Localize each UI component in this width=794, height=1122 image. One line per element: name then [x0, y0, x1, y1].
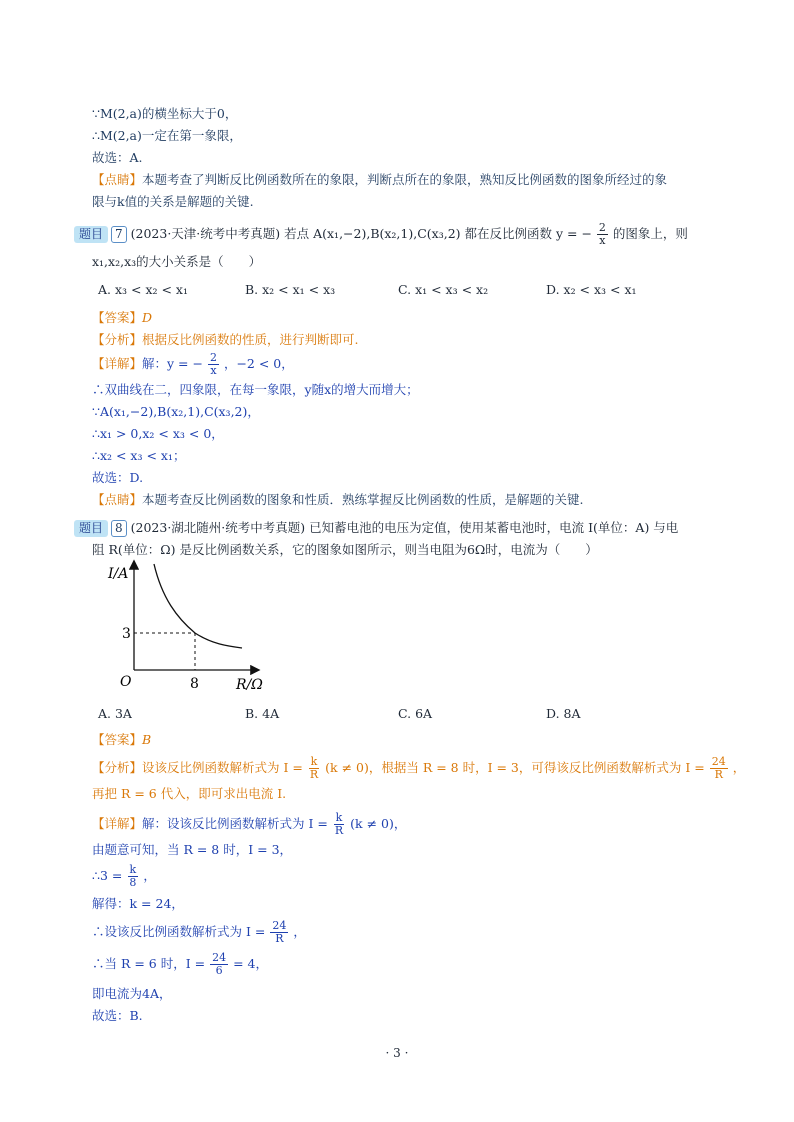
q8-answer: 【答案】B — [92, 732, 152, 747]
intro-comment-2: 限与k值的关系是解题的关键. — [92, 194, 254, 209]
q8-detail-3: ∴3 = $\frac{k}{8}$ ， — [92, 863, 156, 889]
intro-line-2: ∴M(2,a)一定在第一象限， — [92, 128, 242, 143]
q8-detail-6: ∴当 R = 6 时，I = $\frac{24}{6}$ = 4， — [92, 951, 268, 977]
q7-option-b: B. x₂ < x₁ < x₃ — [245, 282, 336, 297]
q7-option-a: A. x₃ < x₂ < x₁ — [98, 282, 188, 297]
hyperbola-curve — [154, 564, 242, 648]
x-axis-label: R/Ω — [236, 677, 263, 693]
fraction: $\frac{24}{6}$ — [212, 951, 227, 977]
q8-detail-5: ∴设该反比例函数解析式为 I = $\frac{24}{R}$ ， — [92, 919, 306, 945]
q7-answer: 【答案】D — [92, 310, 153, 325]
q7-comment: 【点睛】本题考查反比例函数的图象和性质．熟练掌握反比例函数的性质，是解题的关键. — [92, 492, 584, 507]
q8-stem-a: (2023·湖北随州·统考中考真题) 已知蓄电池的电压为定值，使用某蓄电池时，电流 I(单位：A) 与电 — [130, 520, 679, 535]
q8-stem-line-2: 阻 R(单位：Ω) 是反比例函数关系，它的图象如图所示，则当电阻为6Ω时，电流为（ ） — [92, 542, 598, 557]
current-resistance-graph — [92, 558, 272, 698]
y-tick-label: 3 — [122, 626, 131, 642]
y-axis-label: I/A — [108, 566, 129, 582]
q7-detail-1: 【详解】解：y = − $\frac{2}{x}$ ，−2 < 0， — [92, 351, 294, 377]
question-number: 8 — [111, 520, 127, 537]
q7-detail-5: ∴x₂ < x₃ < x₁； — [92, 448, 186, 463]
q7-stem-line-2: x₁,x₂,x₃的大小关系是（ ） — [92, 254, 262, 269]
q8-option-a: A. 3A — [98, 706, 132, 721]
question-badge: 题目 — [74, 226, 108, 243]
q7-detail-6: 故选：D. — [92, 470, 144, 485]
q7-stem-line-1 — [74, 222, 688, 247]
q8-detail-2: 由题意可知，当 R = 8 时，I = 3， — [92, 842, 293, 857]
fraction: $\frac{2}{x}$ — [598, 221, 606, 247]
q7-detail-3: ∵A(x₁,−2),B(x₂,1),C(x₃,2)， — [92, 404, 260, 419]
page-number: · 3 · — [385, 1046, 409, 1060]
comment-text: 本题考查了判断反比例函数所在的象限，判断点所在的象限，熟知反比例函数的图象所经过的象 — [142, 172, 668, 187]
q8-detail-8: 故选：B. — [92, 1008, 143, 1023]
intro-line-1: ∵M(2,a)的横坐标大于0， — [92, 106, 238, 121]
q7-option-c: C. x₁ < x₃ < x₂ — [398, 282, 489, 297]
fraction: $\frac{24}{R}$ — [711, 755, 726, 781]
comment-tag: 【点睛】 — [92, 172, 143, 187]
fraction: $\frac{k}{R}$ — [309, 755, 319, 781]
q8-stem-line-1 — [74, 518, 678, 538]
q7-detail-4: ∴x₁ > 0,x₂ < x₃ < 0， — [92, 426, 224, 441]
origin-label: O — [120, 674, 132, 690]
intro-comment-1 — [92, 170, 667, 190]
q7-stem-b: 的图象上，则 — [612, 226, 688, 241]
q7-stem-a: (2023·天津·统考中考真题) 若点 A(x₁,−2),B(x₂,1),C(x₃,2) 都在反比例函数 y = − — [130, 226, 592, 241]
fraction: $\frac{2}{x}$ — [209, 351, 217, 377]
q8-option-b: B. 4A — [245, 706, 280, 721]
fraction: $\frac{k}{8}$ — [129, 863, 137, 889]
q8-detail-7: 即电流为4A， — [92, 986, 172, 1001]
fraction: $\frac{24}{R}$ — [272, 919, 287, 945]
q7-detail-2: ∴双曲线在二，四象限，在每一象限，y随x的增大而增大； — [92, 382, 419, 397]
q8-detail-1: 【详解】解：设该反比例函数解析式为 I = $\frac{k}{R}$ (k ≠ 0)， — [92, 811, 407, 837]
question-badge: 题目 — [74, 520, 108, 537]
q8-detail-4: 解得：k = 24， — [92, 896, 184, 911]
q8-option-c: C. 6A — [398, 706, 433, 721]
q8-option-d: D. 8A — [546, 706, 581, 721]
question-number: 7 — [111, 226, 127, 243]
q7-option-d: D. x₂ < x₃ < x₁ — [546, 282, 637, 297]
q7-analysis: 【分析】根据反比例函数的性质，进行判断即可. — [92, 332, 359, 347]
x-tick-label: 8 — [190, 676, 199, 692]
fraction: $\frac{k}{R}$ — [334, 811, 344, 837]
q8-analysis-2: 再把 R = 6 代入，即可求出电流 I. — [92, 786, 287, 801]
q8-analysis-1: 【分析】设该反比例函数解析式为 I = $\frac{k}{R}$ (k ≠ 0)，根据当 R = 8 时，I = 3，可得该反比例函数解析式为 I = $\frac{24}{R}$ ， — [92, 755, 746, 781]
intro-line-3: 故选：A. — [92, 150, 143, 165]
